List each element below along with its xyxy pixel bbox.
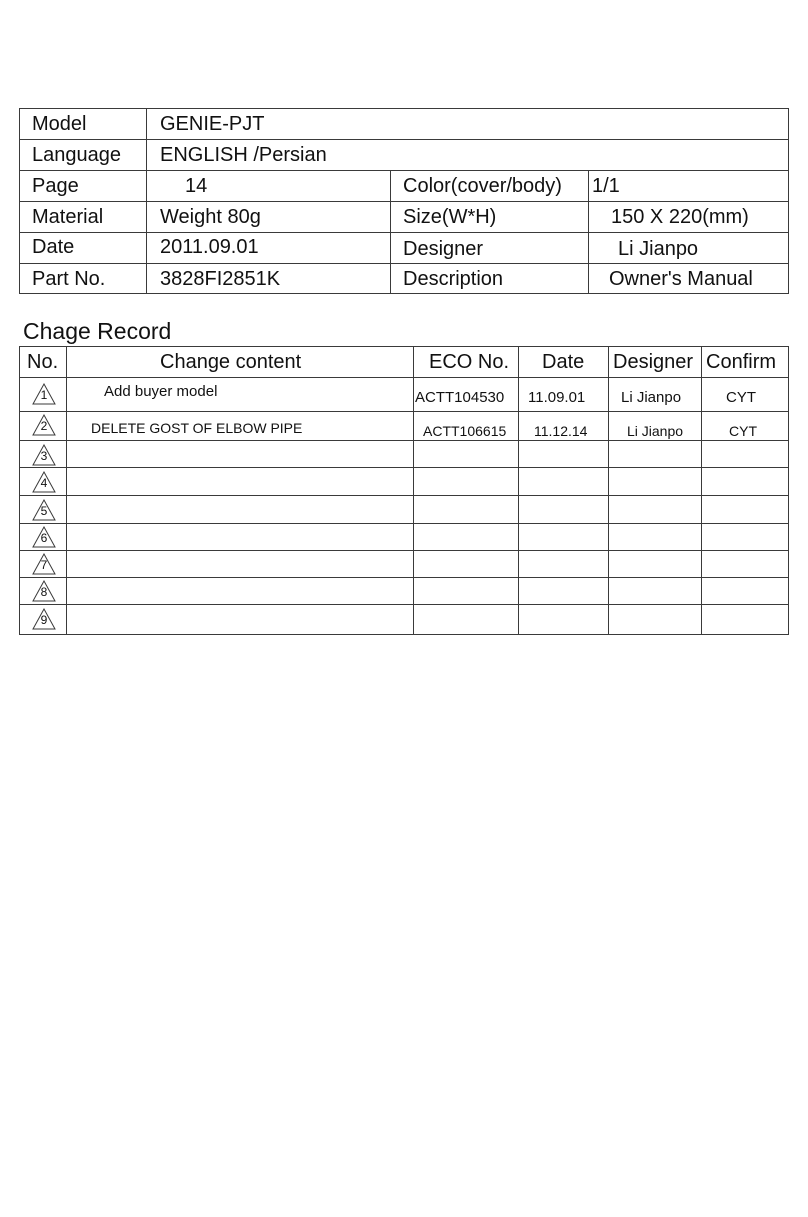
language-value: ENGLISH /Persian xyxy=(160,144,327,166)
partno-value: 3828FI2851K xyxy=(160,268,281,290)
material-value: Weight 80g xyxy=(160,206,261,228)
designer-cell: Li Jianpo xyxy=(621,389,682,406)
language-label: Language xyxy=(32,144,121,166)
confirm-cell: CYT xyxy=(729,423,757,439)
header-confirm: Confirm xyxy=(706,351,777,373)
revision-triangle-icon: 1 xyxy=(32,383,56,405)
description-label: Description xyxy=(403,268,504,290)
revision-triangle-icon: 4 xyxy=(32,471,56,493)
revision-triangle-icon: 3 xyxy=(32,444,56,466)
header-date: Date xyxy=(542,351,585,373)
material-label: Material xyxy=(32,206,104,228)
partno-label: Part No. xyxy=(32,268,106,290)
confirm-cell: CYT xyxy=(726,389,756,406)
header-change-content: Change content xyxy=(160,351,302,373)
page-value: 14 xyxy=(185,175,208,197)
date-value: 2011.09.01 xyxy=(160,236,259,258)
date-label: Date xyxy=(32,236,75,258)
change-record-title: Chage Record xyxy=(23,318,172,344)
revision-triangle-icon: 6 xyxy=(32,526,56,548)
date-cell: 11.12.14 xyxy=(534,423,588,439)
date-cell: 11.09.01 xyxy=(528,389,586,406)
eco-no-cell: ACTT106615 xyxy=(423,423,507,439)
revision-triangle-icon: 9 xyxy=(32,608,56,630)
color-label: Color(cover/body) xyxy=(403,175,562,197)
model-label: Model xyxy=(32,113,87,135)
change-content-cell: DELETE GOST OF ELBOW PIPE xyxy=(91,420,303,436)
model-value: GENIE-PJT xyxy=(160,113,265,135)
page-label: Page xyxy=(32,175,79,197)
revision-triangle-icon: 5 xyxy=(32,499,56,521)
revision-triangle-icon: 7 xyxy=(32,553,56,575)
size-label: Size(W*H) xyxy=(403,206,497,228)
eco-no-cell: ACTT104530 xyxy=(415,389,505,406)
description-value: Owner's Manual xyxy=(609,268,753,290)
designer-value: Li Jianpo xyxy=(618,238,699,260)
revision-triangle-icon: 8 xyxy=(32,580,56,602)
revision-triangle-icon: 2 xyxy=(32,414,56,436)
header-no: No. xyxy=(27,351,59,373)
size-value: 150 X 220(mm) xyxy=(611,206,749,228)
header-eco-no: ECO No. xyxy=(429,351,510,373)
designer-label: Designer xyxy=(403,238,484,260)
change-content-cell: Add buyer model xyxy=(104,383,218,400)
header-designer: Designer xyxy=(613,351,694,373)
color-value: 1/1 xyxy=(592,175,620,197)
designer-cell: Li Jianpo xyxy=(627,423,684,439)
